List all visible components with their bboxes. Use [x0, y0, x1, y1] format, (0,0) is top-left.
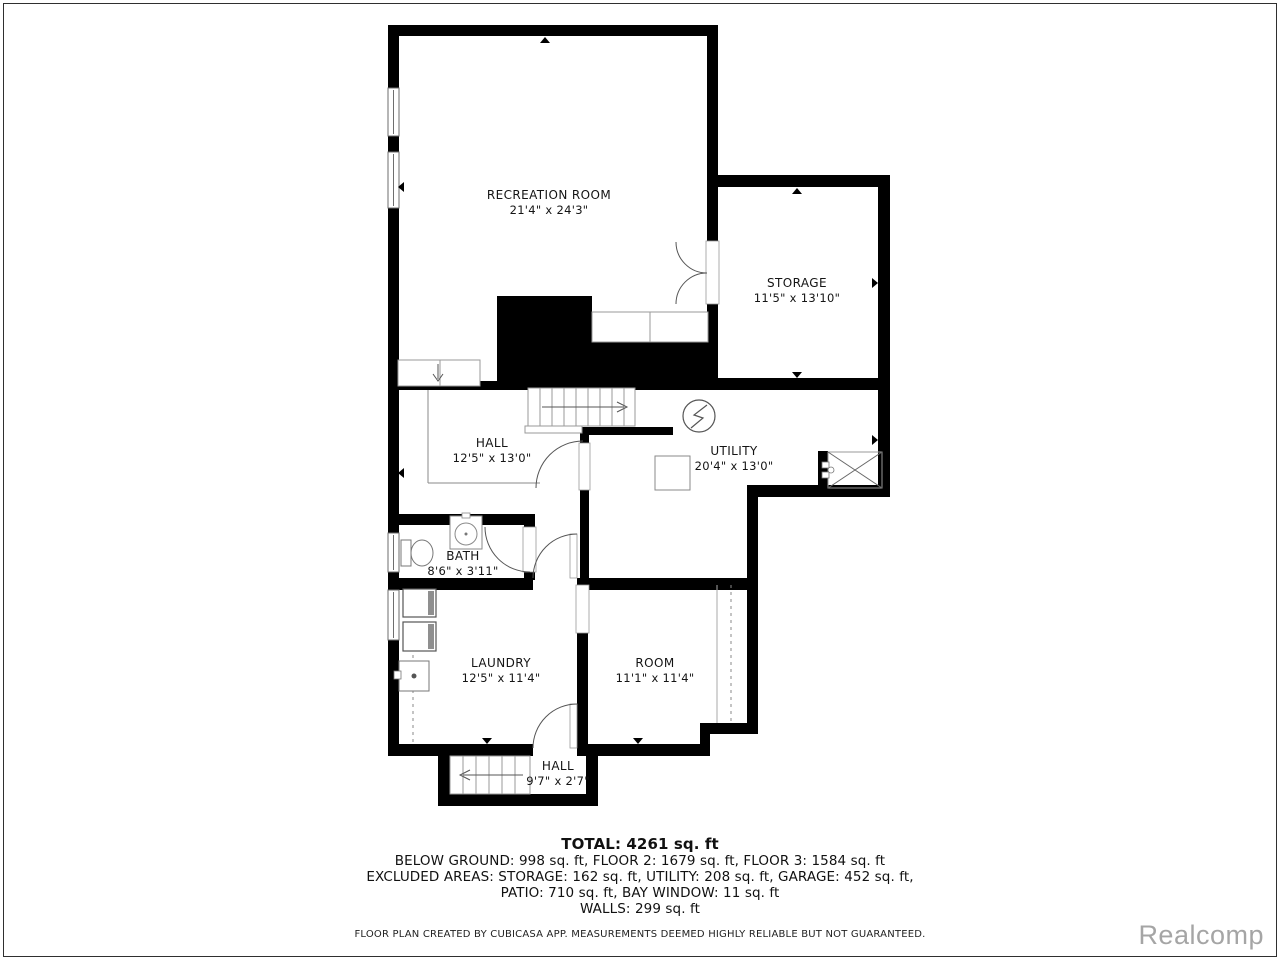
- wall-xbox-left: [818, 451, 828, 491]
- electrical-panel-icon: [683, 400, 715, 432]
- disclaimer-text: FLOOR PLAN CREATED BY CUBICASA APP. MEASUREMENTS DEEMED HIGHLY RELIABLE BUT NOT GUARANTEED.: [354, 929, 926, 940]
- room-dims: 9'7" x 2'7": [526, 774, 590, 788]
- wall-lowerhall-bottom: [438, 794, 598, 806]
- wall-storage-right: [878, 175, 890, 391]
- room-label-utility: [695, 444, 774, 474]
- wall-recreation-storage: [707, 25, 718, 390]
- wall-storage-bottom: [705, 378, 890, 390]
- room-name: BATH: [446, 549, 480, 563]
- summary-line-walls: WALLS: 299 sq. ft: [579, 901, 701, 917]
- room-dims: 21'4" x 24'3": [509, 203, 589, 217]
- wall-stair-right: [582, 427, 673, 435]
- window-laundry: [388, 590, 399, 640]
- opening-laundry-room: [576, 585, 589, 633]
- wall-room-right: [747, 485, 758, 730]
- summary-line-excluded: EXCLUDED AREAS: STORAGE: 162 sq. ft, UTILITY: 208 sq. ft, GARAGE: 452 sq. ft,: [366, 869, 914, 885]
- room-name: HALL: [541, 759, 575, 773]
- walls: [388, 25, 890, 806]
- window-bath: [388, 533, 399, 572]
- door-hall-utility: [536, 441, 590, 490]
- dryer-icon: [403, 622, 436, 651]
- room-label-bath: [427, 549, 498, 579]
- water-meter-icon: [828, 467, 834, 473]
- total-area: TOTAL: 4261 sq. ft: [561, 835, 719, 853]
- area-summary: [0, 836, 1280, 917]
- counter-cabinet: [592, 312, 708, 342]
- room-dims: 12'5" x 13'0": [452, 451, 532, 465]
- realcomp-watermark: Realcomp: [1138, 920, 1264, 950]
- room-name: HALL: [475, 436, 509, 450]
- room-dims: 20'4" x 13'0": [694, 459, 774, 473]
- door-laundry-lowerhall: [533, 704, 577, 748]
- laundry-sink-icon: [394, 661, 429, 691]
- room-label-storage: [754, 276, 840, 306]
- room-label-recreation-room: [487, 188, 611, 218]
- room-label-room: [616, 656, 695, 686]
- utility-equipment-square: [655, 456, 690, 490]
- room-name: LAUNDRY: [471, 656, 531, 670]
- window-recreation-1: [388, 88, 399, 136]
- entry-steps: [398, 360, 480, 386]
- main-staircase: [525, 388, 635, 433]
- room-name: ROOM: [635, 656, 675, 670]
- summary-line-patio: PATIO: 710 sq. ft, BAY WINDOW: 11 sq. ft: [500, 885, 780, 901]
- wall-markers: [398, 37, 878, 744]
- room-label-laundry: [462, 656, 541, 686]
- room-dims: 8'6" x 3'11": [427, 564, 499, 578]
- summary-line-floors: BELOW GROUND: 998 sq. ft, FLOOR 2: 1679 sq. ft, FLOOR 3: 1584 sq. ft: [394, 853, 886, 869]
- room-name: UTILITY: [710, 444, 758, 458]
- wall-bottom-left: [388, 744, 533, 756]
- lower-hall-staircase: [450, 756, 530, 794]
- room-dims: 11'5" x 13'10": [753, 291, 841, 305]
- wall-utility-right: [878, 390, 890, 493]
- room-dims: 12'5" x 11'4": [461, 671, 541, 685]
- room-dims: 11'1" x 11'4": [615, 671, 695, 685]
- crawl-space-x-box: [822, 452, 882, 488]
- wall-storage-top: [707, 175, 890, 187]
- room-name: RECREATION ROOM: [486, 188, 612, 202]
- double-door-storage: [676, 241, 719, 304]
- door-vestibule-laundry: [533, 534, 577, 578]
- room-name: STORAGE: [767, 276, 827, 290]
- washer-icon: [403, 589, 436, 617]
- bath-sink-icon: [450, 513, 482, 549]
- room-label-lower-hall: [526, 759, 590, 789]
- wall-laundry-top: [388, 578, 533, 590]
- wall-room-top: [577, 578, 758, 590]
- room-label-hall: [453, 436, 532, 466]
- wall-stair-core-mass: [497, 296, 713, 390]
- wall-recreation-top: [388, 25, 718, 36]
- window-recreation-2: [388, 152, 399, 208]
